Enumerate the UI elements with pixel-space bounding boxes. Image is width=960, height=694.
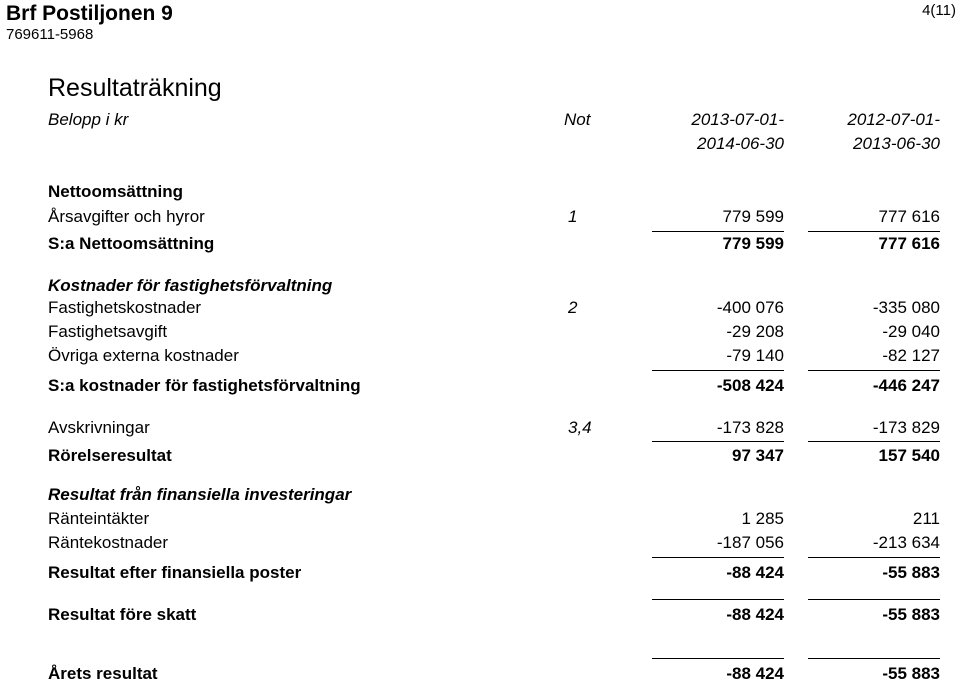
row-value-current: 779 599	[722, 234, 784, 253]
row-label: Ränteintäkter	[48, 509, 150, 528]
period1-header-start: 2013-07-01-	[691, 110, 784, 129]
row-label: S:a kostnader för fastighetsförvaltning	[48, 376, 361, 395]
row-value-current: -187 056	[716, 533, 784, 552]
table-row	[0, 533, 960, 555]
row-value-current: -400 076	[716, 298, 784, 317]
sum-rule	[652, 441, 784, 442]
row-value-previous: -335 080	[872, 298, 940, 317]
document-title: Resultaträkning	[48, 74, 222, 102]
row-label: Resultat efter finansiella poster	[48, 563, 302, 582]
row-value-previous: -446 247	[872, 376, 940, 395]
row-value-current: -508 424	[716, 376, 784, 395]
row-label: Nettoomsättning	[48, 182, 184, 201]
row-label: Årsavgifter och hyror	[48, 207, 205, 226]
row-label: Fastighetskostnader	[48, 298, 202, 317]
row-value-previous: 777 616	[878, 234, 940, 253]
table-row	[0, 418, 960, 440]
table-row	[0, 446, 960, 468]
row-value-previous: -82 127	[882, 346, 940, 365]
row-value-previous: -55 883	[882, 605, 940, 624]
row-value-previous: 777 616	[878, 207, 940, 226]
table-row	[0, 376, 960, 398]
sum-rule	[808, 231, 940, 232]
table-row	[0, 207, 960, 229]
table-row	[0, 298, 960, 320]
period1-header-end: 2014-06-30	[697, 134, 784, 153]
row-label: Resultat från finansiella investeringar	[48, 485, 352, 504]
row-value-current: -29 208	[726, 322, 784, 341]
table-row	[0, 563, 960, 585]
row-value-previous: -213 634	[872, 533, 940, 552]
table-row	[0, 605, 960, 627]
sum-rule	[652, 370, 784, 371]
table-row	[0, 234, 960, 256]
sum-rule	[652, 658, 784, 659]
table-row	[0, 182, 960, 204]
row-value-current: 779 599	[722, 207, 784, 226]
row-value-previous: -55 883	[882, 664, 940, 683]
row-label: Fastighetsavgift	[48, 322, 168, 341]
amount-unit-header: Belopp i kr	[48, 110, 129, 129]
table-row	[0, 664, 960, 686]
row-label: S:a Nettoomsättning	[48, 234, 215, 253]
organization-name: Brf Postiljonen 9	[6, 2, 173, 25]
row-value-previous: -29 040	[882, 322, 940, 341]
sum-rule	[652, 599, 784, 600]
row-label: Räntekostnader	[48, 533, 169, 552]
row-label: Avskrivningar	[48, 418, 150, 437]
sum-rule	[652, 557, 784, 558]
period2-header-end: 2013-06-30	[853, 134, 940, 153]
table-row	[0, 276, 960, 298]
row-value-previous: 211	[912, 509, 940, 528]
row-value-current: -79 140	[726, 346, 784, 365]
table-row	[0, 509, 960, 531]
page-number: 4(11)	[922, 2, 956, 19]
row-value-current: -88 424	[726, 664, 784, 683]
row-value-current: -88 424	[726, 563, 784, 582]
table-row	[0, 346, 960, 368]
sum-rule	[808, 599, 940, 600]
row-note: 2	[568, 298, 578, 317]
organization-number: 769611-5968	[6, 26, 94, 43]
row-note: 3,4	[568, 418, 592, 437]
row-label: Kostnader för fastighetsförvaltning	[48, 276, 333, 295]
row-value-previous: 157 540	[878, 446, 940, 465]
sum-rule	[808, 370, 940, 371]
row-label: Rörelseresultat	[48, 446, 172, 465]
note-column-header: Not	[564, 110, 591, 129]
row-value-current: 1 285	[741, 509, 784, 528]
period2-header-start: 2012-07-01-	[847, 110, 940, 129]
table-row	[0, 485, 960, 507]
row-value-current: 97 347	[732, 446, 784, 465]
row-label: Årets resultat	[48, 664, 158, 683]
row-value-current: -88 424	[726, 605, 784, 624]
row-value-previous: -55 883	[882, 563, 940, 582]
sum-rule	[808, 441, 940, 442]
row-note: 1	[568, 207, 578, 226]
sum-rule	[808, 557, 940, 558]
row-label: Övriga externa kostnader	[48, 346, 239, 365]
sum-rule	[808, 658, 940, 659]
table-row	[0, 322, 960, 344]
row-value-previous: -173 829	[872, 418, 940, 437]
sum-rule	[652, 231, 784, 232]
row-value-current: -173 828	[716, 418, 784, 437]
row-label: Resultat före skatt	[48, 605, 197, 624]
